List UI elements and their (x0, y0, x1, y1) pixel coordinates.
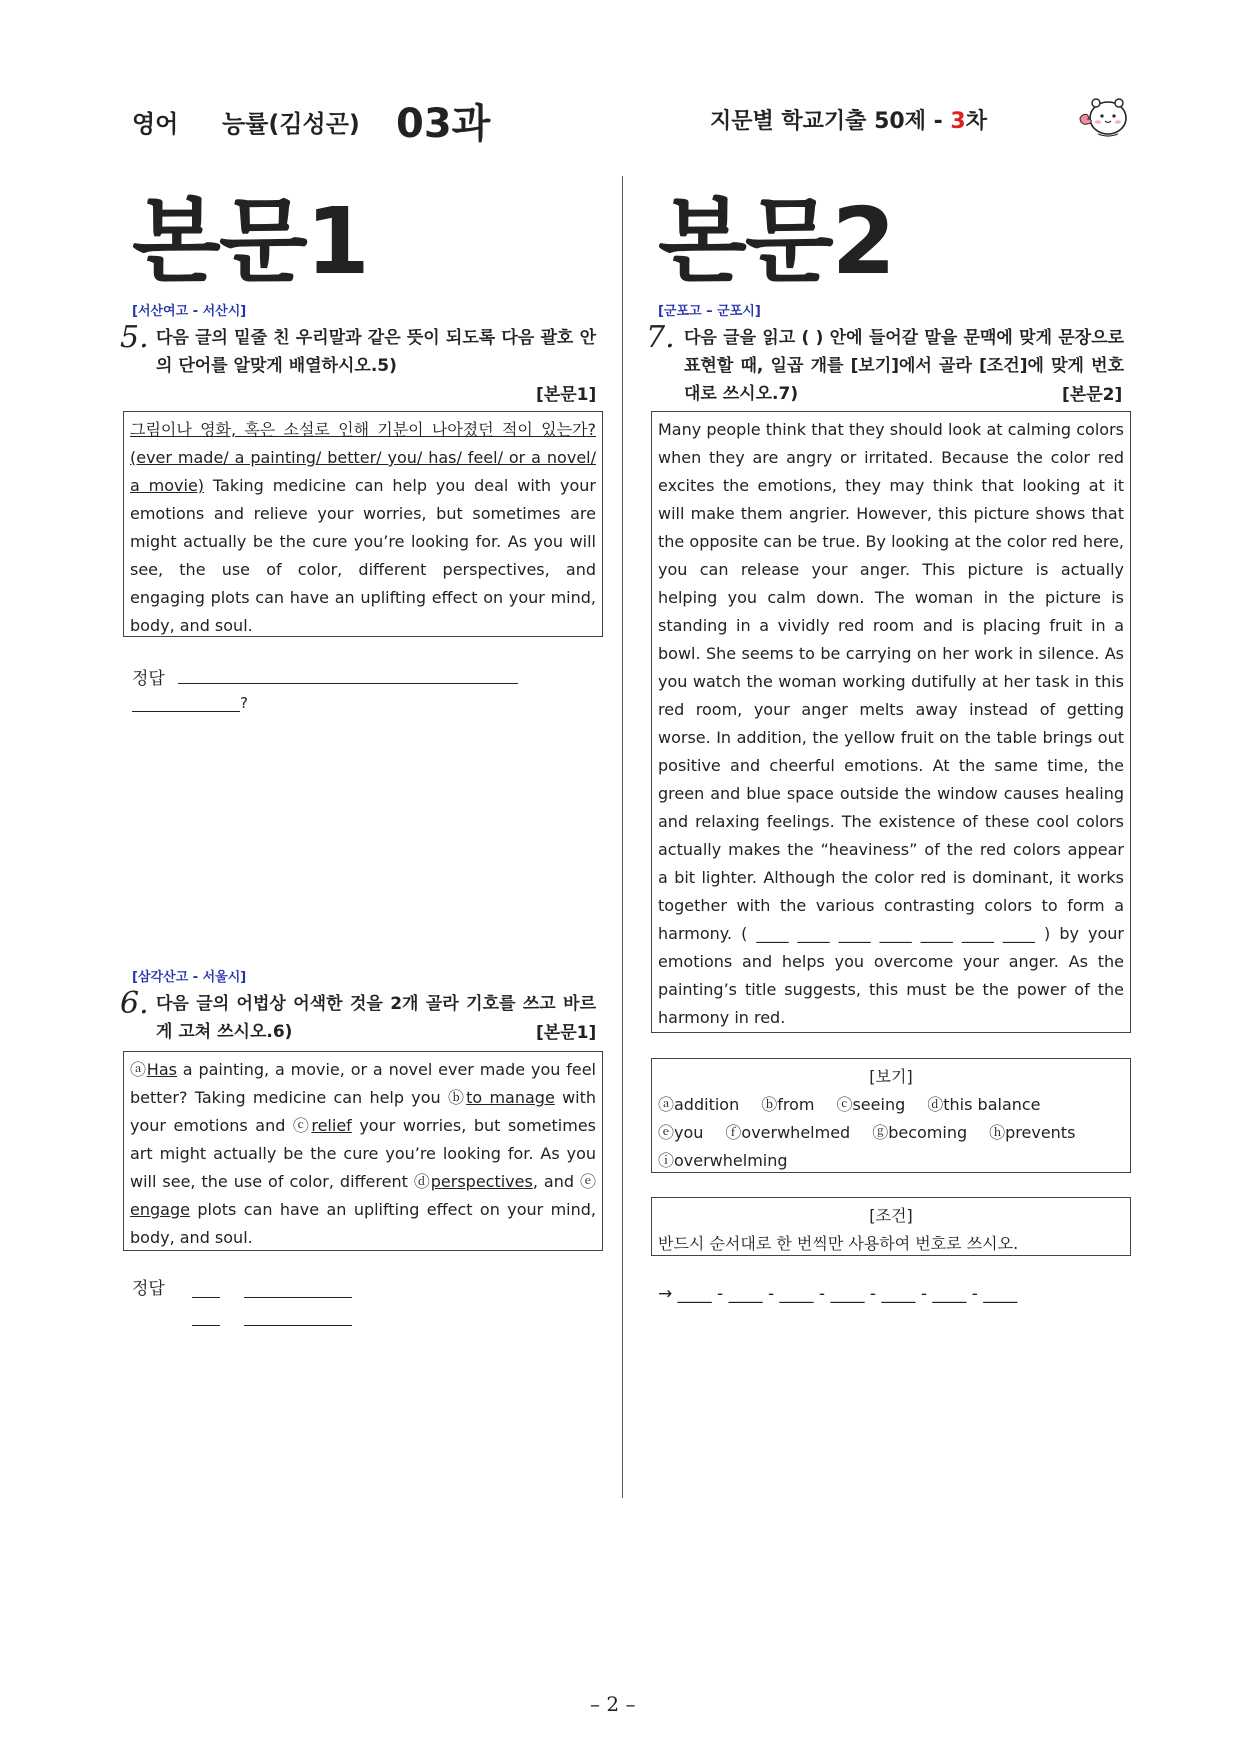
q6-tag: [본문1] (536, 1023, 597, 1043)
q5-answer-qmark: ? (240, 694, 248, 712)
q6-answer-symbol-2[interactable] (192, 1325, 220, 1326)
condition-title: [조건] (869, 1206, 913, 1225)
q5-answer-label: 정답 (132, 669, 165, 689)
q6-question: 다음 글의 어법상 어색한 것을 2개 골라 기호를 쓰고 바르게 고쳐 쓰시오.6) (156, 994, 596, 1042)
q5-number: 5. (120, 320, 149, 355)
bogi-option-c: ⓒseeing (836, 1095, 906, 1114)
left-section-title: 본문1 (132, 188, 368, 295)
bogi-option-f: ⓕoverwhelmed (725, 1123, 851, 1142)
bogi-row-3 (658, 1147, 1124, 1175)
subject-label: 영어 (132, 110, 179, 138)
q7-blank-line[interactable]: ____ ____ ____ ____ ____ ____ ____ (756, 924, 1035, 943)
q6-answer-fix-2[interactable] (244, 1325, 352, 1326)
q7-number: 7. (646, 320, 675, 355)
bogi-title: [보기] (869, 1067, 913, 1086)
bogi-option-i: ⓘoverwhelming (658, 1151, 788, 1170)
q7-answer-line[interactable]: → ____ - ____ - ____ - ____ - ____ - ____ - ____ (658, 1284, 1018, 1304)
q6-source: [삼각산고 - 서울시] (132, 970, 247, 985)
bogi-option-h: ⓗprevents (989, 1123, 1076, 1142)
q6-underline-d: perspectives (430, 1172, 533, 1191)
q7-passage-box: Many people think that they should look at calming colors when they are angry or irritated. Because the color red excites the emotions, they may think that looking at it will make them angrier. However, this picture shows that the opposite can be true. By looking at the color red here, you can release your anger. This picture is actually helping you calm down. The woman in the picture is standing in a vividly red room and is placing fruit in a bowl. She seems to be carrying on her work in silence. As you watch the woman working dutifully at her task in this red room, your anger melts away instead of getting worse. In addition, the yellow fruit on the table brings out positive and cheerful emotions. At the same time, the green and blue space outside the window causes healing and relaxing feelings. The existence of these cool colors actually makes the “heaviness” of the red colors appear a bit lighter. Although the color red is dominant, it works together with the various contrasting colors to form a harmony. ( ____ ____ ____ ____ ____ ____ ____ ) by your emotions and helps you overcome your anger. As the painting’s title suggests, this must be the power of the harmony in red. (651, 411, 1131, 1033)
page-header (132, 92, 1132, 147)
q5-question: 다음 글의 밑줄 친 우리말과 같은 뜻이 되도록 다음 괄호 안의 단어를 알맞게 배열하시오.5) (156, 328, 596, 376)
q6-passage-box: ⓐHas a painting, a movie, or a novel ever made you feel better? Taking medicine can help you ⓑto manage with your emotions and ⓒrelief your worries, but sometimes art might actually be the cure you’re looking for. As you will see, the use of color, different ⓓperspectives, and ⓔ engage plots can have an uplifting effect on your mind, body, and soul. (123, 1051, 603, 1251)
bear-mascot-icon (1076, 92, 1132, 142)
bogi-option-a: ⓐaddition (658, 1095, 740, 1114)
q6-answer-label: 정답 (132, 1279, 165, 1299)
q5-passage-rest: Taking medicine can help you deal with your emotions and relieve your worries, but sometimes are might actually be the cure you’re looking for. As you will see, the use of color, different perspectives, and engaging plots can have an uplifting effect on your mind, body, and soul. (130, 476, 597, 635)
q5-passage-underlined: 그림이나 영화, 혹은 소설로 인해 기분이 나아졌던 적이 있는가? (ever made/ a painting/ better/ you/ has/ feel/ or a novel/ a movie) (130, 420, 596, 495)
condition-text: 반드시 순서대로 한 번씩만 사용하여 번호로 쓰시오. (658, 1234, 1019, 1253)
right-section-title: 본문2 (658, 188, 894, 295)
q6-answer-fix-1[interactable] (244, 1297, 352, 1298)
bogi-option-g: ⓖbecoming (872, 1123, 968, 1142)
bogi-option-e: ⓔyou (658, 1123, 704, 1142)
q6-underline-b: to manage (466, 1088, 555, 1107)
page-number: – 2 – (590, 1692, 636, 1716)
q6-underline-e: engage (130, 1200, 190, 1219)
q6-underline-a: Has (146, 1060, 177, 1079)
q7-condition-box (651, 1197, 1131, 1256)
q5-answer-line-2[interactable] (132, 711, 240, 712)
bogi-option-b: ⓑfrom (761, 1095, 815, 1114)
q5-source: [서산여고 - 서산시] (132, 304, 247, 319)
lesson-label: 03과 (396, 101, 491, 147)
column-divider (622, 176, 623, 1498)
bogi-row-1 (658, 1091, 1124, 1119)
bogi-row-2 (658, 1119, 1124, 1147)
q7-source: [군포고 – 군포시] (658, 304, 761, 319)
q6-answer-symbol-1[interactable] (192, 1297, 220, 1298)
bogi-option-d: ⓓthis balance (927, 1095, 1041, 1114)
q5-answer-line-1[interactable] (178, 683, 518, 684)
teacher-label: 능률(김성곤) (222, 110, 360, 138)
q7-tag: [본문2] (1062, 385, 1123, 405)
q6-underline-c: relief (311, 1116, 352, 1135)
q7-question: 다음 글을 읽고 ( ) 안에 들어갈 말을 문맥에 맞게 문장으로 표현할 때, 일곱 개를 [보기]에서 골라 [조건]에 맞게 번호대로 쓰시오.7) (684, 328, 1124, 404)
q5-tag: [본문1] (536, 385, 597, 405)
series-label: 지문별 학교기출 50제 - 3차 (710, 109, 987, 134)
q7-bogi-box (651, 1058, 1131, 1173)
q6-number: 6. (120, 986, 149, 1021)
q5-passage-box (123, 411, 603, 637)
